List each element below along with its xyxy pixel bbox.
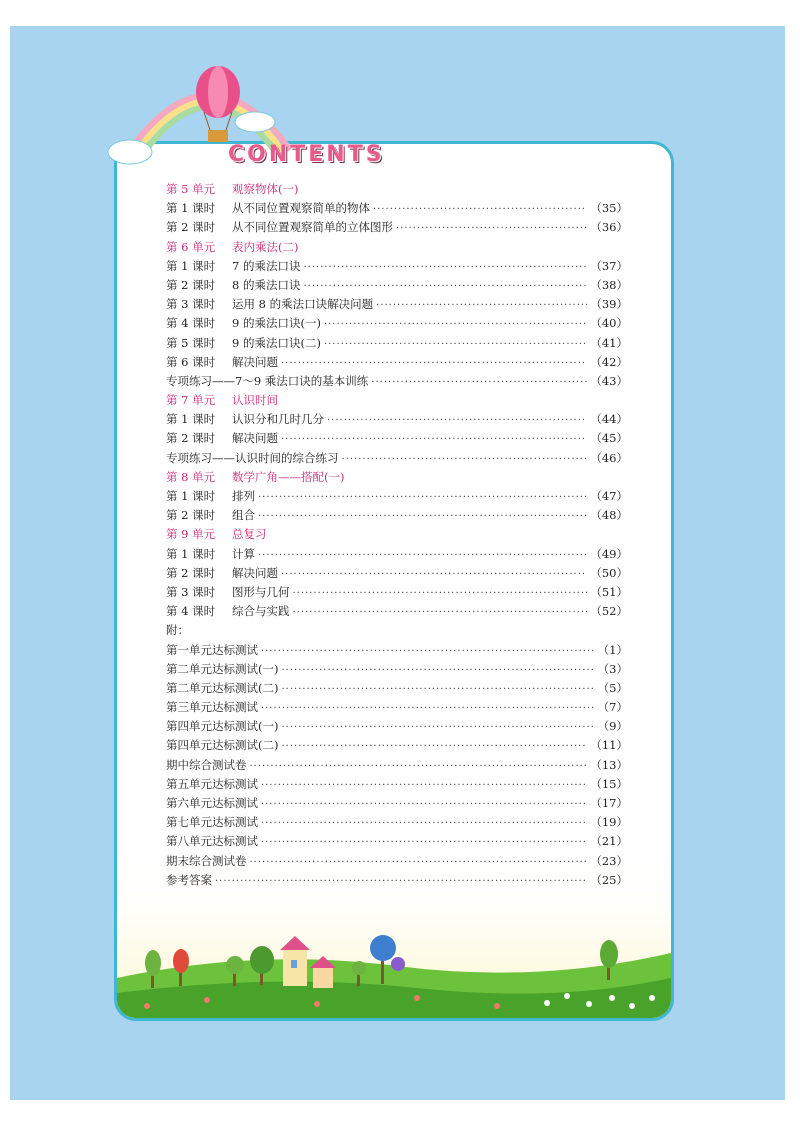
toc-title: 组合 (232, 508, 255, 523)
hot-air-balloon-icon (196, 66, 240, 142)
toc-page-number: （52） (590, 604, 628, 619)
dot-leader (261, 776, 587, 795)
toc-entry[interactable] (166, 756, 628, 775)
dot-leader (303, 277, 587, 296)
toc-entry[interactable] (166, 641, 628, 660)
toc-title: 第二单元达标测试(一) (166, 661, 279, 676)
toc-label: 第 9 单元 (166, 527, 216, 542)
toc-page-number: （44） (590, 412, 628, 427)
toc-page-number: （9） (597, 719, 628, 734)
dot-leader (371, 373, 587, 392)
toc-label: 第 2 课时 (166, 431, 216, 446)
toc-page-number: （25） (590, 872, 628, 887)
toc-entry[interactable] (166, 698, 628, 717)
dot-leader (281, 718, 594, 737)
toc-page-number: （43） (590, 373, 628, 388)
toc-page-number: （49） (590, 546, 628, 561)
toc-title: 第五单元达标测试 (166, 776, 258, 791)
dot-leader (281, 565, 587, 584)
toc-page-number: （36） (590, 220, 628, 235)
dot-leader (293, 603, 588, 622)
toc-title: 第一单元达标测试 (166, 642, 258, 657)
toc-entry[interactable] (166, 487, 628, 506)
toc-unit-heading (166, 238, 628, 257)
toc-title: 第四单元达标测试(一) (166, 719, 279, 734)
dot-leader (250, 853, 588, 872)
toc-entry[interactable] (166, 736, 628, 755)
dot-leader (373, 200, 587, 219)
toc-label: 第 5 课时 (166, 335, 216, 350)
toc-title: 认识时间 (232, 393, 278, 408)
toc-entry[interactable] (166, 852, 628, 871)
toc-entry[interactable] (166, 449, 628, 468)
toc-unit-heading (166, 180, 628, 199)
toc-label: 第 1 课时 (166, 258, 216, 273)
toc-title: 数学广角——搭配(一) (232, 469, 345, 484)
page-title: CONTENTS (228, 142, 385, 167)
toc-label: 第 2 课时 (166, 565, 216, 580)
toc-title: 7 的乘法口诀 (232, 258, 301, 273)
toc-label: 第 4 课时 (166, 604, 216, 619)
toc-page-number: （3） (597, 661, 628, 676)
toc-page-number: （35） (590, 201, 628, 216)
dot-leader (324, 315, 587, 334)
dot-leader (261, 814, 587, 833)
toc-entry[interactable] (166, 276, 628, 295)
dot-leader (281, 737, 587, 756)
toc-unit-heading (166, 391, 628, 410)
toc-title: 附： (166, 623, 189, 638)
toc-page-number: （38） (590, 277, 628, 292)
toc-label: 第 1 课时 (166, 201, 216, 216)
toc-title: 第三单元达标测试 (166, 700, 258, 715)
toc-entry[interactable] (166, 429, 628, 448)
toc-title: 认识分和几时几分 (232, 412, 324, 427)
toc-label: 第 1 课时 (166, 489, 216, 503)
toc-title: 8 的乘法口诀 (232, 277, 301, 292)
toc-entry[interactable] (166, 372, 628, 391)
toc-title: 参考答案 (166, 872, 212, 887)
toc-entry[interactable] (166, 794, 628, 813)
toc-page-number: （23） (590, 853, 628, 868)
toc-entry[interactable] (166, 871, 628, 890)
toc-page-number: （19） (590, 815, 628, 830)
toc-entry[interactable] (166, 506, 628, 525)
toc-unit-heading (166, 468, 628, 487)
toc-label: 第 6 单元 (166, 239, 216, 254)
toc-entry[interactable] (166, 660, 628, 679)
toc-label: 第 2 课时 (166, 508, 216, 523)
toc-page-number: （40） (590, 316, 628, 331)
toc-unit-heading (166, 525, 628, 544)
dot-leader (281, 680, 594, 699)
toc-entry[interactable] (166, 410, 628, 429)
toc-entry[interactable] (166, 353, 628, 372)
dot-leader (281, 430, 587, 449)
toc-title: 专项练习——7～9 乘法口诀的基本训练 (166, 373, 369, 388)
toc-title: 第七单元达标测试 (166, 815, 258, 830)
toc-title: 从不同位置观察简单的立体图形 (232, 220, 393, 235)
toc-page-number: （37） (590, 258, 628, 273)
toc-page-number: （46） (590, 450, 628, 465)
toc-page-number: （1） (597, 642, 628, 657)
dot-leader (258, 546, 587, 565)
toc-title: 运用 8 的乘法口诀解决问题 (232, 297, 374, 312)
toc-title: 观察物体(一) (232, 182, 299, 196)
toc-page-number: （48） (590, 508, 628, 523)
toc-entry[interactable] (166, 564, 628, 583)
dot-leader (250, 757, 588, 776)
toc-page-number: （15） (590, 776, 628, 791)
dot-leader (258, 507, 587, 526)
dot-leader (327, 411, 587, 430)
toc-entry[interactable] (166, 602, 628, 621)
toc-title: 期中综合测试卷 (166, 757, 247, 772)
toc-page-number: （45） (590, 431, 628, 446)
toc-page-number: （7） (597, 700, 628, 715)
toc-label: 第 3 课时 (166, 584, 216, 599)
toc-entry[interactable] (166, 334, 628, 353)
dot-leader (324, 335, 587, 354)
dot-leader (396, 219, 587, 238)
dot-leader (261, 795, 587, 814)
toc-entry[interactable] (166, 199, 628, 218)
toc-label: 第 1 课时 (166, 546, 216, 561)
toc-page-number: （50） (590, 565, 628, 580)
toc-page-number: （5） (597, 680, 628, 695)
dot-leader (258, 488, 587, 507)
toc-label: 第 3 课时 (166, 297, 216, 312)
toc-label: 第 2 课时 (166, 277, 216, 292)
toc-entry[interactable] (166, 813, 628, 832)
toc-title: 解决问题 (232, 565, 278, 580)
toc-entry[interactable] (166, 775, 628, 794)
toc-entry[interactable] (166, 832, 628, 851)
toc-title: 解决问题 (232, 431, 278, 446)
toc-title: 第六单元达标测试 (166, 796, 258, 810)
toc-page-number: （21） (590, 834, 628, 849)
toc-page-number: （11） (590, 738, 628, 753)
toc-appendix-heading (166, 621, 628, 640)
toc-page-number: （39） (590, 297, 628, 312)
toc-title: 9 的乘法口诀(二) (232, 335, 321, 350)
toc-label: 第 2 课时 (166, 220, 216, 235)
toc-label: 第 5 单元 (166, 182, 216, 196)
dot-leader (342, 450, 588, 469)
toc-title: 总复习 (232, 527, 267, 542)
toc-page-number: （13） (590, 757, 628, 772)
dot-leader (215, 872, 587, 891)
toc-title: 排列 (232, 489, 255, 503)
toc-title: 综合与实践 (232, 604, 290, 619)
toc-label: 第 6 课时 (166, 354, 216, 369)
toc-entry[interactable] (166, 314, 628, 333)
toc-title: 从不同位置观察简单的物体 (232, 201, 370, 216)
toc-entry[interactable] (166, 295, 628, 314)
toc-label: 第 4 课时 (166, 316, 216, 331)
toc-entry[interactable] (166, 679, 628, 698)
toc-label: 第 8 单元 (166, 469, 216, 484)
toc-title: 专项练习——认识时间的综合练习 (166, 450, 339, 465)
table-of-contents (166, 180, 628, 890)
dot-leader (281, 354, 587, 373)
toc-page-number: （47） (590, 489, 628, 503)
toc-page-number: （17） (590, 796, 628, 810)
dot-leader (261, 642, 595, 661)
dot-leader (303, 258, 587, 277)
toc-page-number: （42） (590, 354, 628, 369)
toc-title: 第八单元达标测试 (166, 834, 258, 849)
dot-leader (293, 584, 588, 603)
toc-title: 9 的乘法口诀(一) (232, 316, 321, 331)
toc-title: 表内乘法(二) (232, 239, 299, 254)
toc-entry[interactable] (166, 257, 628, 276)
toc-label: 第 7 单元 (166, 393, 216, 408)
toc-page-number: （51） (590, 584, 628, 599)
toc-title: 第二单元达标测试(二) (166, 680, 279, 695)
dot-leader (261, 699, 595, 718)
toc-title: 期末综合测试卷 (166, 853, 247, 868)
toc-entry[interactable] (166, 545, 628, 564)
dot-leader (261, 833, 587, 852)
toc-title: 图形与几何 (232, 584, 290, 599)
toc-page-number: （41） (590, 335, 628, 350)
toc-label: 第 1 课时 (166, 412, 216, 427)
toc-title: 计算 (232, 546, 255, 561)
dot-leader (281, 661, 594, 680)
toc-title: 第四单元达标测试(二) (166, 738, 279, 753)
toc-entry[interactable] (166, 583, 628, 602)
toc-entry[interactable] (166, 717, 628, 736)
toc-entry[interactable] (166, 218, 628, 237)
toc-title: 解决问题 (232, 354, 278, 369)
dot-leader (376, 296, 587, 315)
